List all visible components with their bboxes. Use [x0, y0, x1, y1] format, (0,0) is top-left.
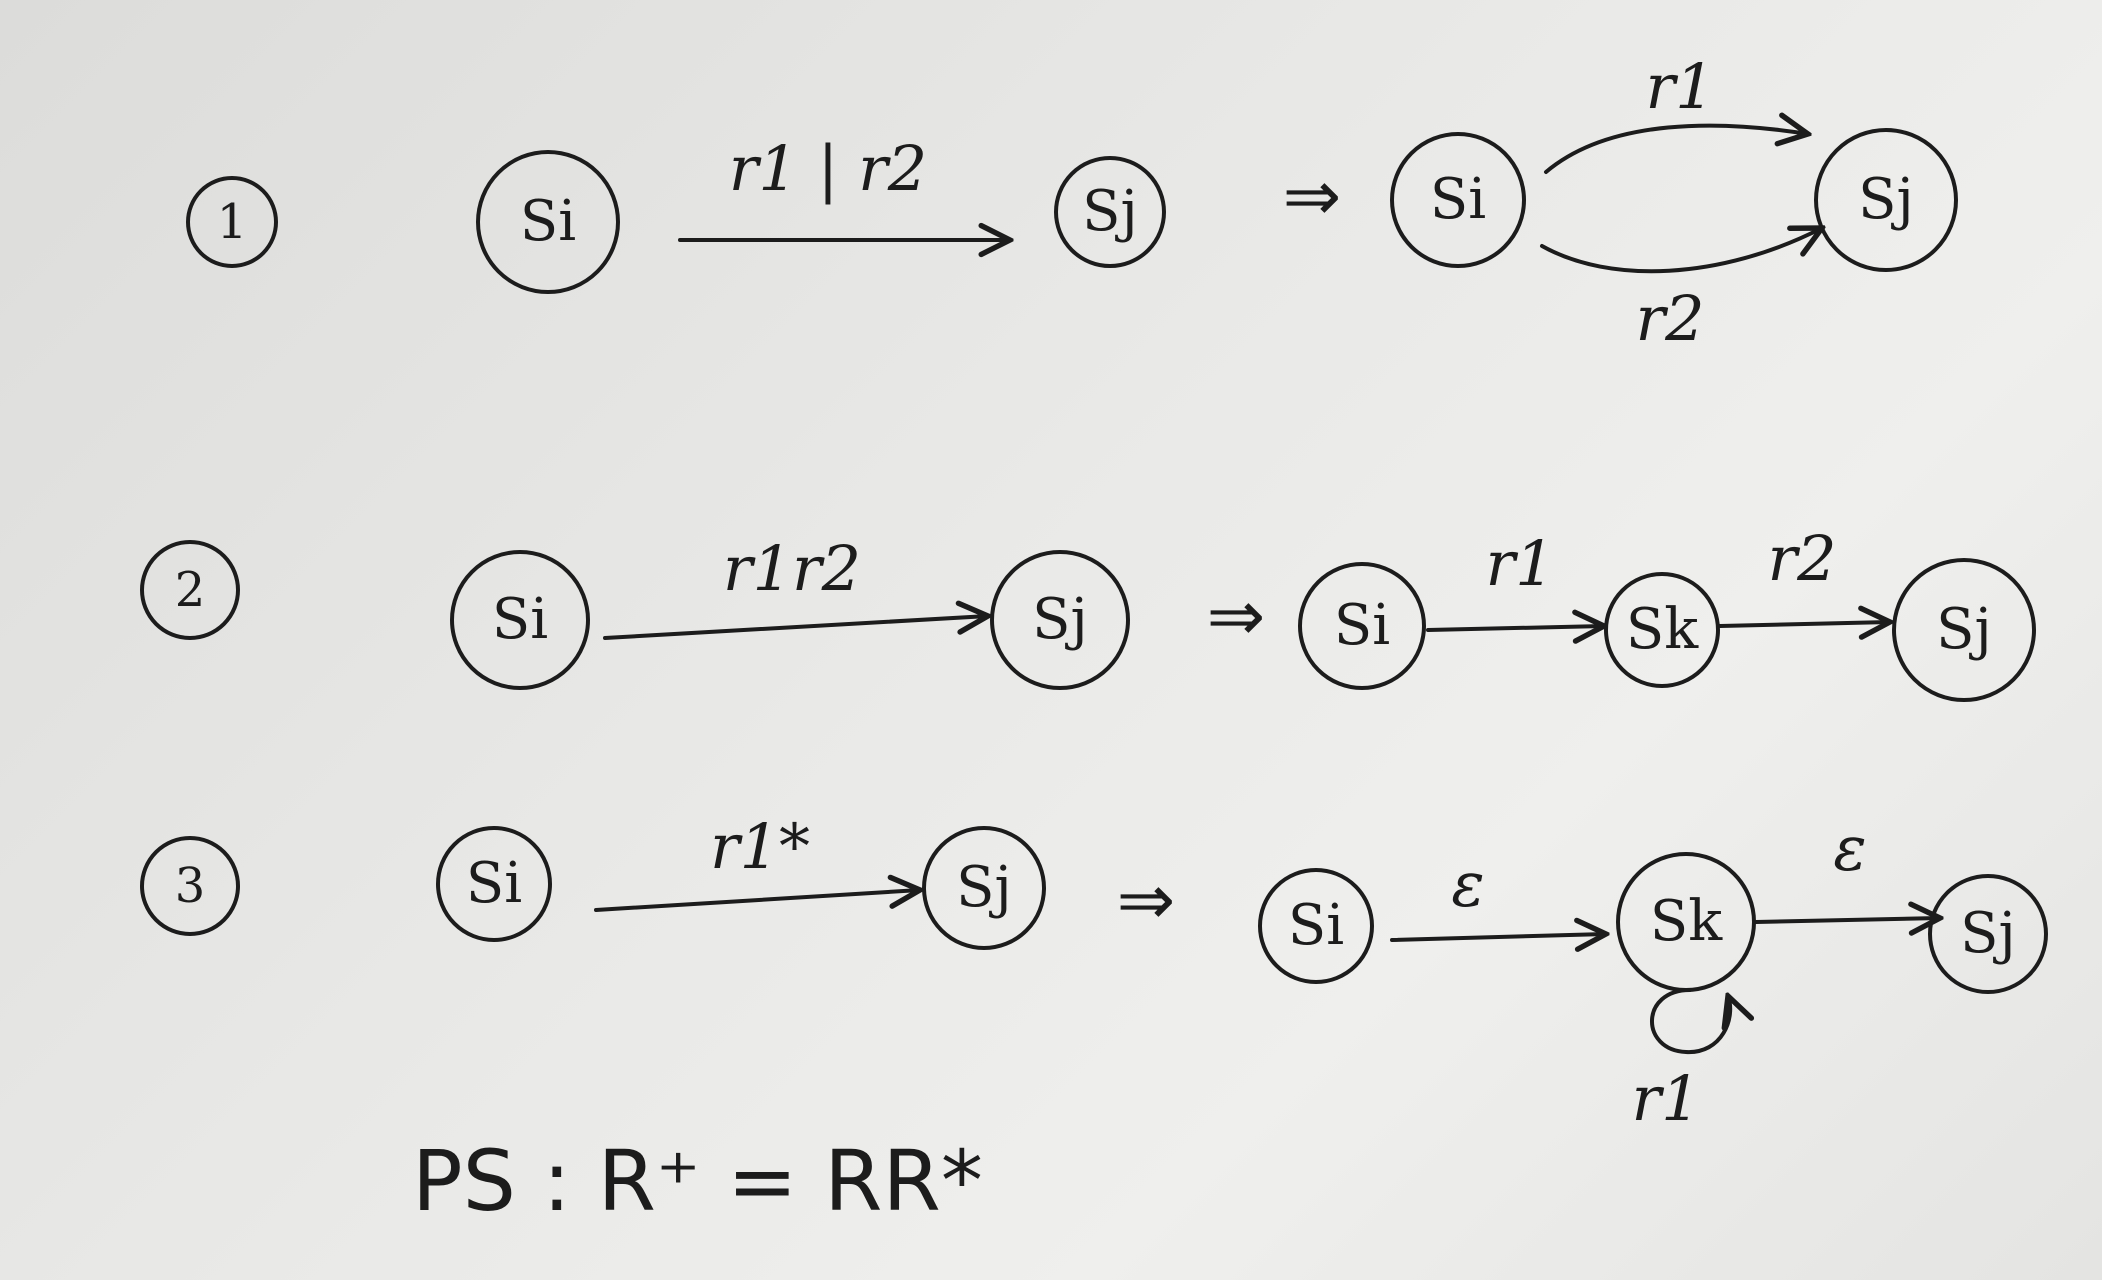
state-sj-label: Sj: [1082, 179, 1138, 244]
transition-arrow-upper: [1546, 126, 1808, 172]
state-sj-label: Sj: [1960, 901, 2016, 966]
ps-note: PS : R⁺ = RR*: [412, 1132, 983, 1230]
self-loop-arrow: [1652, 990, 1730, 1052]
state-si-label: Si: [519, 189, 577, 254]
implies-arrow: ⇒: [1206, 575, 1266, 657]
transition-label: ε: [1833, 812, 1867, 885]
rule-number: 3: [174, 858, 206, 914]
transition-label: r1*: [709, 810, 811, 883]
transition-label: r1: [1485, 527, 1555, 600]
transition-arrow: [1392, 934, 1606, 940]
transition-arrow: [1756, 918, 1940, 922]
state-sj-label: Sj: [956, 855, 1012, 920]
state-si-label: Si: [465, 851, 523, 916]
transition-label-lower: r2: [1635, 282, 1705, 355]
rule-number: 1: [216, 194, 248, 250]
rule-3: [142, 810, 2046, 1135]
state-si-label: Si: [491, 587, 549, 652]
state-sj-label: Sj: [1032, 587, 1088, 652]
rule-number: 2: [174, 562, 206, 618]
state-sk-label: Sk: [1625, 597, 1699, 662]
transition-label: r1 | r2: [728, 132, 928, 205]
state-sj-label: Sj: [1858, 167, 1914, 232]
implies-arrow: ⇒: [1116, 859, 1176, 941]
state-sj-label: Sj: [1936, 597, 1992, 662]
state-si-label: Si: [1429, 167, 1487, 232]
transition-arrow: [1720, 622, 1890, 626]
transition-label: r2: [1767, 522, 1837, 595]
implies-arrow: ⇒: [1282, 155, 1342, 237]
transition-arrow: [605, 616, 988, 638]
transition-arrow-lower: [1542, 228, 1822, 271]
transition-arrow: [1428, 626, 1604, 630]
state-si-label: Si: [1287, 893, 1345, 958]
self-loop-label: r1: [1631, 1062, 1701, 1135]
transition-label: ε: [1451, 848, 1485, 921]
transition-label: r1r2: [722, 532, 862, 605]
transition-label-upper: r1: [1645, 50, 1715, 123]
rule-1: [188, 50, 1956, 355]
rule-2: [142, 522, 2034, 700]
transition-arrow: [596, 890, 920, 910]
state-si-label: Si: [1333, 593, 1391, 658]
state-sk-label: Sk: [1649, 889, 1723, 954]
